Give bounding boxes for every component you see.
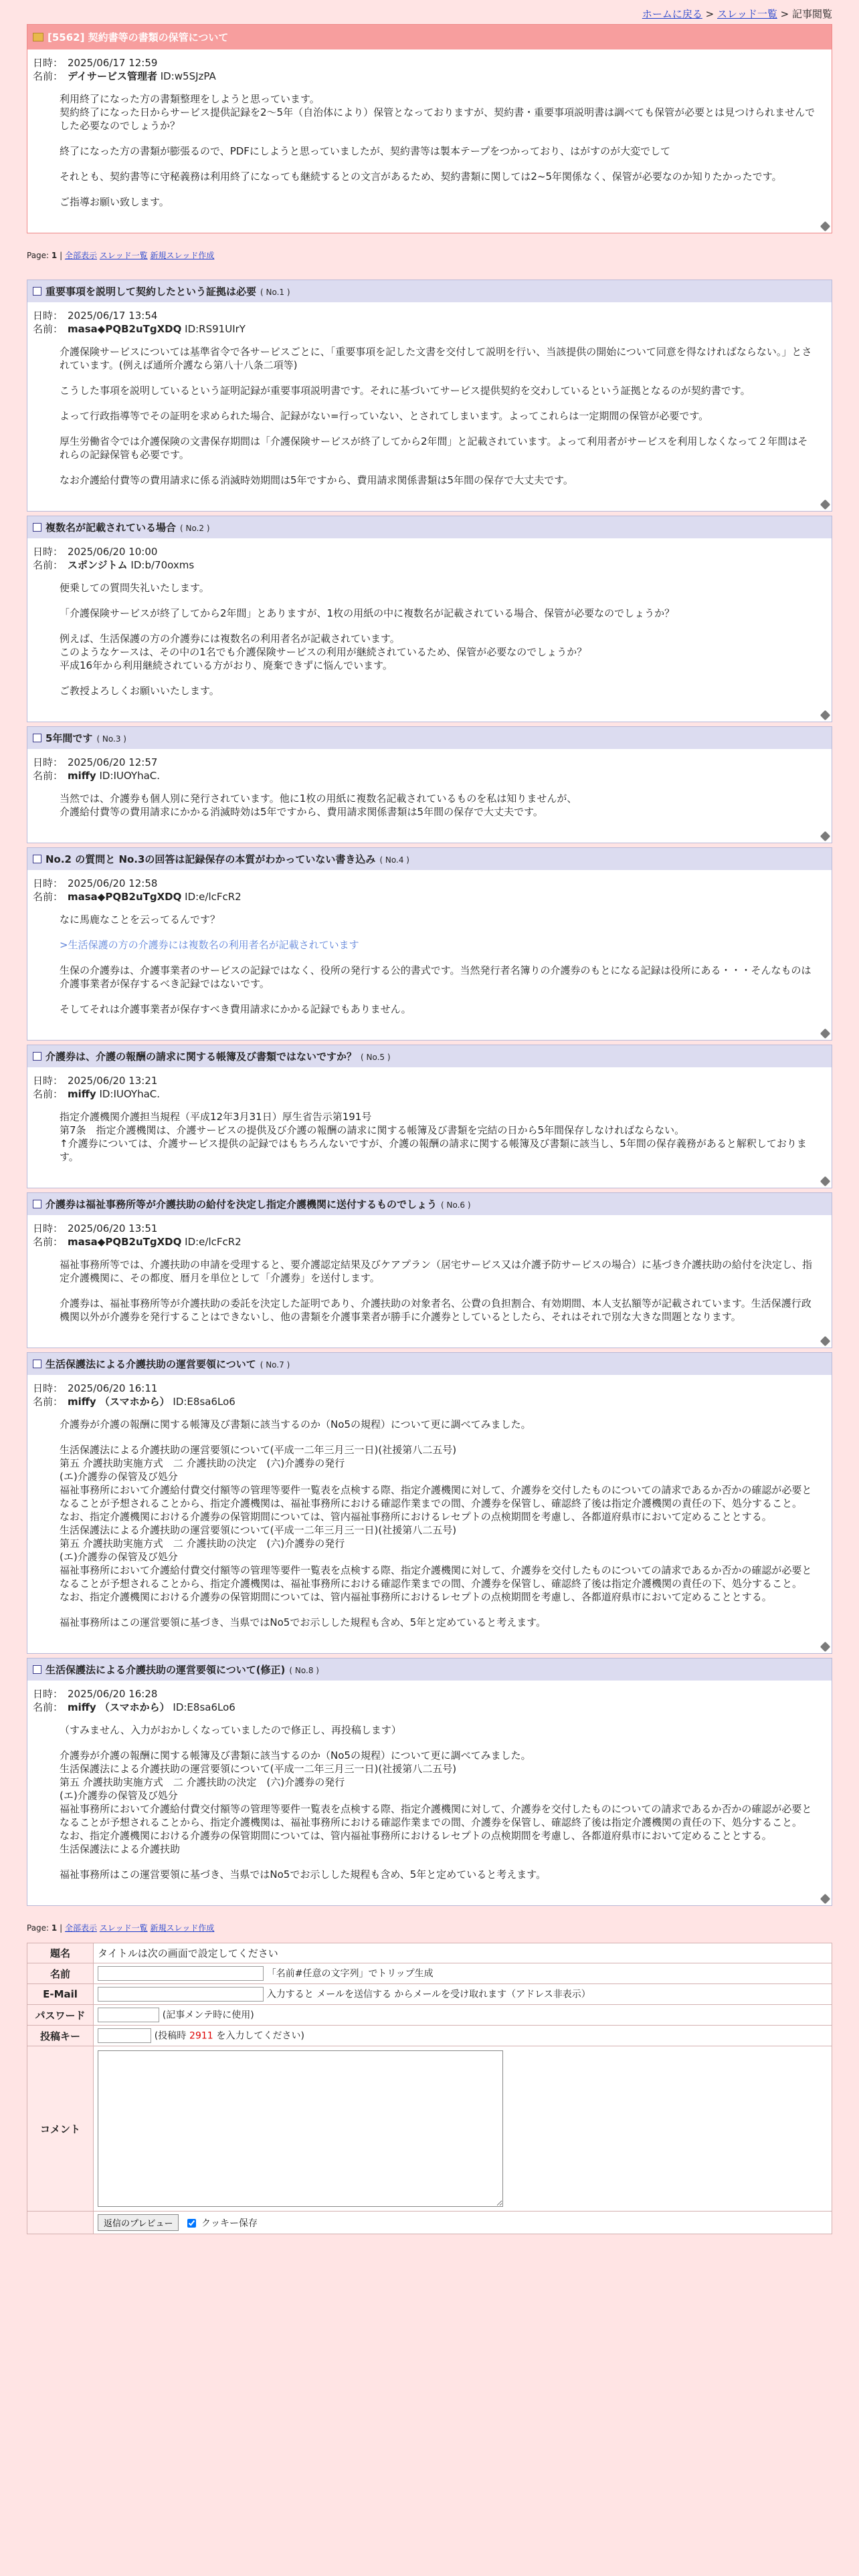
post-paragraph: ご指導お願い致します。: [60, 196, 169, 208]
reply-title-bar: [27, 516, 832, 538]
reply-paragraph: 福祉事務所はこの運営要領に基づき、当県ではNo5でお示しした規程も含め、5年と定めていると考えます。: [60, 1868, 547, 1881]
edit-reply-button[interactable]: [27, 1028, 832, 1040]
reply-id: ID:IUOYhaC.: [99, 770, 161, 782]
reply-paragraph: 例えば、生活保護の方の介護券には複数名の利用者名が記載されています。 このようなケースは、その中の1名でも介護保険サービスの利用が継続されているため、保管が必要なのでしょうか？ 平成16年から利用継続されている方がおり、廃棄できずに悩んでいます。: [60, 633, 587, 671]
reply-title-bar: [27, 1658, 832, 1681]
reply-list: [27, 280, 832, 1906]
reply-date: 2025/06/20 12:57: [68, 756, 158, 768]
reply-number: ( No.1 ): [260, 288, 290, 297]
reply-number: ( No.6 ): [441, 1200, 471, 1210]
post-key-label: 投稿キー: [27, 2026, 94, 2046]
reply-paragraph: よって行政指導等でその証明を求められた場合、記録がない=行っていない、とされてしまいます。よってこれらは一定期間の保管が必要です。: [60, 410, 709, 422]
reply-paragraph: 便乗しての質問失礼いたします。: [60, 582, 209, 594]
pencil-icon: [820, 1894, 831, 1905]
reply-meta: [27, 1067, 832, 1101]
name-label: 名前：: [33, 1088, 64, 1100]
reply-paragraph: 介護券は、福祉事務所等が介護扶助の委託を決定した証明であり、介護扶助の対象者名、公費の負担割合、有効期間、本人支払額等が記載されています。生活保護行政機関以外が介護券を発行することはできないし、他の書類を介護事業者が勝手に介護券としているとしたら、それはそれで別な大きな問題となります。: [60, 1297, 812, 1323]
edit-reply-button[interactable]: [27, 1335, 832, 1348]
reply-meta: [27, 749, 832, 782]
password-input[interactable]: [98, 2008, 159, 2022]
post-key-input[interactable]: [98, 2028, 151, 2043]
reply-post: [27, 847, 832, 1041]
reply-title: 重要事項を説明して契約したという証拠は必要: [45, 286, 257, 298]
password-label: パスワード: [27, 2005, 94, 2026]
reply-meta: [27, 1215, 832, 1249]
title-note: タイトルは次の画面で設定してください: [94, 1943, 832, 1963]
reply-number: ( No.4 ): [379, 855, 409, 865]
reply-paragraph: 介護券が介護の報酬に関する帳簿及び書類に該当するのか（No5の規程）について更に調べてみました。 生活保護法による介護扶助の運営要領について(平成一二年三月三一日)(社援第八二五号) 第五 介護扶助実施方式 二 介護扶助の決定 (六)介護券の発行 (エ)介護券の保管及び処分 福祉事務所において介護給付費交付額等の管理等要件一覧表を点検する際、指定介護機関に対して、介護券を交付したものについての請求であるか否かの確認が必要となることが予想されることから、指定介護機関は、福祉事務所における確認作業までの間、介護券を保管し、確認終了後は指定介護機関の責任の下、処分すること。 なお、指定介護機関における介護券の保管期間については、管内福祉事務所におけるレセプトの点検期間を考慮し、各都道府県市において定めることとする。 生活保護法による介護扶助: [60, 1749, 812, 1855]
reply-icon: [33, 1200, 41, 1208]
reply-paragraph: なお介護給付費等の費用請求に係る消滅時効期間は5年ですから、費用請求関係書類は5年間の保存で大丈夫です。: [60, 474, 573, 486]
reply-number: ( No.2 ): [180, 524, 210, 533]
name-label: 名前: [27, 1963, 94, 1984]
post-date: 2025/06/17 12:59: [68, 57, 158, 69]
comment-label: コメント: [27, 2046, 94, 2212]
nav-separator: >: [780, 8, 789, 20]
name-label: 名前：: [33, 323, 64, 335]
edit-reply-button[interactable]: [27, 831, 832, 843]
name-label: 名前：: [33, 559, 64, 571]
reply-date: 2025/06/20 16:28: [68, 1688, 158, 1700]
reply-body: [27, 1408, 832, 1629]
post-id: ID:w5SJzPA: [160, 70, 216, 82]
reply-author: miffy （スマホから）: [68, 1396, 170, 1408]
date-label: 日時：: [33, 756, 64, 768]
reply-paragraph: 当然では、介護券も個人別に発行されています。他に1枚の用紙に複数名記載されているものを私は知りませんが、 介護給付費等の費用請求にかかる消滅時効は5年ですから、費用請求関係書類は5年間の保存で大丈夫です。: [60, 792, 577, 818]
pencil-icon: [820, 1029, 831, 1039]
reply-paragraph: （すみません、入力がおかしくなっていましたので修正し、再投稿します）: [60, 1724, 401, 1736]
pencil-icon: [820, 1642, 831, 1652]
name-label: 名前：: [33, 70, 64, 82]
pencil-icon: [820, 500, 831, 510]
reply-number: ( No.8 ): [289, 1666, 319, 1675]
reply-icon: [33, 1665, 41, 1674]
post-key-hint-pre: (投稿時: [154, 2030, 187, 2042]
pencil-icon: [820, 710, 831, 721]
reply-meta: [27, 870, 832, 903]
reply-post: [27, 726, 832, 843]
reply-author: masa◆PQB2uTgXDQ: [68, 323, 182, 335]
reply-body: [27, 1249, 832, 1323]
reply-title-bar: [27, 727, 832, 749]
reply-title: 介護券は、介護の報酬の請求に関する帳簿及び書類ではないですか？: [45, 1051, 357, 1063]
title-label: 題名: [27, 1943, 94, 1963]
pencil-icon: [820, 221, 831, 232]
thread-list-link[interactable]: スレッド一覧: [717, 8, 777, 20]
edit-post-button[interactable]: [27, 221, 832, 233]
reply-meta: [27, 1375, 832, 1408]
home-link[interactable]: ホームに戻る: [642, 8, 702, 20]
show-all-link[interactable]: 全部表示: [64, 251, 97, 260]
password-hint: (記事メンテ時に使用): [162, 2010, 254, 2021]
reply-post: [27, 280, 832, 512]
edit-reply-button[interactable]: [27, 1893, 832, 1905]
reply-title-bar: [27, 848, 832, 870]
reply-id: ID:e/lcFcR2: [185, 1236, 242, 1248]
reply-body: [27, 782, 832, 819]
thread-title-bar: [27, 25, 832, 49]
post-paragraph: 利用終了になった方の書類整理をしようと思っています。 契約終了になった日からサービス提供記録を2～5年（自治体により）保管となっておりますが、契約書・重要事項説明書は調べても保管が必要とは見つけられませんでした必要なのでしょうか？: [60, 93, 816, 132]
reply-id: ID:b/70oxms: [130, 559, 195, 571]
reply-paragraph: >生活保護の方の介護券には複数名の利用者名が記載されています: [60, 939, 359, 951]
thread-list-link[interactable]: スレッド一覧: [99, 1923, 148, 1933]
email-input[interactable]: [98, 1987, 264, 2002]
name-hint: 「名前#任意の文字列」でトリップ生成: [266, 1968, 434, 1979]
name-label: 名前：: [33, 770, 64, 782]
reply-post: [27, 516, 832, 722]
reply-body: [27, 1714, 832, 1881]
reply-title: 介護券は福祉事務所等が介護扶助の給付を決定し指定介護機関に送付するものでしょう: [45, 1198, 438, 1210]
current-page: 1: [51, 1923, 58, 1933]
post-author: デイサービス管理者: [68, 70, 157, 82]
date-label: 日時：: [33, 1382, 64, 1394]
name-label: 名前：: [33, 891, 64, 903]
name-label: 名前：: [33, 1396, 64, 1408]
reply-author: miffy （スマホから）: [68, 1701, 170, 1713]
pencil-icon: [820, 831, 831, 842]
edit-reply-button[interactable]: [27, 710, 832, 722]
cookie-checkbox[interactable]: [187, 2219, 196, 2228]
date-label: 日時：: [33, 1222, 64, 1235]
reply-date: 2025/06/20 10:00: [68, 546, 158, 558]
name-input[interactable]: [98, 1966, 264, 1981]
reply-id: ID:E8sa6Lo6: [173, 1701, 235, 1713]
preview-button[interactable]: 返信のプレビュー: [98, 2214, 179, 2231]
pager-top: Page: 1 | 全部表示 スレッド一覧 新規スレッド作成: [27, 251, 215, 260]
reply-paragraph: 福祉事務所はこの運営要領に基づき、当県ではNo5でお示しした規程も含め、5年と定めていると考えます。: [60, 1616, 547, 1628]
pencil-icon: [820, 1176, 831, 1187]
reply-form: [27, 1943, 832, 2234]
reply-title: 複数名が記載されている場合: [45, 522, 177, 534]
page-label: Page:: [27, 251, 50, 260]
reply-meta: [27, 1681, 832, 1714]
current-page: 1: [51, 251, 58, 260]
reply-author: masa◆PQB2uTgXDQ: [68, 891, 182, 903]
reply-id: ID:E8sa6Lo6: [173, 1396, 235, 1408]
reply-author: スポンジトム: [68, 559, 128, 571]
date-label: 日時：: [33, 546, 64, 558]
new-thread-link[interactable]: 新規スレッド作成: [150, 251, 215, 260]
reply-id: ID:IUOYhaC.: [99, 1088, 161, 1100]
original-post: [27, 24, 832, 233]
date-label: 日時：: [33, 310, 64, 322]
top-navigation: [0, 0, 859, 21]
reply-paragraph: 福祉事務所等では、介護扶助の申請を受理すると、要介護認定結果及びケアプラン（居宅サービス又は介護予防サービスの場合）に基づき介護扶助の給付を決定し、指定介護機関に、その都度、暦月を単位として「介護券」を送付します。: [60, 1259, 813, 1284]
reply-paragraph: 介護券が介護の報酬に関する帳簿及び書類に該当するのか（No5の規程）について更に調べてみました。: [60, 1418, 531, 1430]
reply-meta: [27, 538, 832, 572]
thread-container: [27, 24, 832, 2234]
reply-paragraph: こうした事項を説明しているという証明記録が重要事項説明書です。それに基づいてサービス提供契約を交わしているという証拠となるのが契約書です。: [60, 385, 751, 397]
reply-body: [27, 1101, 832, 1164]
reply-icon: [33, 1360, 41, 1368]
name-label: 名前：: [33, 1701, 64, 1713]
reply-date: 2025/06/17 13:54: [68, 310, 158, 322]
reply-title: No.2 の質問と No.3の回答は記録保存の本質がわかっていない書き込み: [45, 853, 376, 865]
reply-author: miffy: [68, 1088, 96, 1100]
reply-title-bar: [27, 1045, 832, 1067]
reply-paragraph: 生活保護法による介護扶助の運営要領について(平成一二年三月三一日)(社援第八二五号) 第五 介護扶助実施方式 二 介護扶助の決定 (六)介護券の発行 (エ)介護券の保管及び処分 福祉事務所において介護給付費交付額等の管理等要件一覧表を点検する際、指定介護機関に対して、介護券を交付したものについての請求であるか否かの確認が必要となることが予想されることから、指定介護機関は、福祉事務所における確認作業までの間、介護券を保管し、確認終了後は指定介護機関の責任の下、処分すること。 なお、指定介護機関における介護券の保管期間については、管内福祉事務所におけるレセプトの点検期間を考慮し、各都道府県市において定めることとする。 生活保護法による介護扶助の運営要領について(平成一二年三月三一日)(社援第八二五号) 第五 介護扶助実施方式 二 介護扶助の決定 (六)介護券の発行 (エ)介護券の保管及び処分 福祉事務所において介護給付費交付額等の管理等要件一覧表を点検する際、指定介護機関に対して、介護券を交付したものについての請求であるか否かの確認が必要となることが予想されることから、指定介護機関は、福祉事務所における確認作業までの間、介護券を保管し、確認終了後は指定介護機関の責任の下、処分すること。 なお、指定介護機関における介護券の保管期間については、管内福祉事務所におけるレセプトの点検期間を考慮し、各都道府県市において定めることとする。: [60, 1444, 812, 1603]
nav-separator: >: [705, 8, 714, 20]
reply-post: [27, 1352, 832, 1654]
thread-title: [5562] 契約書等の書類の保管について: [47, 31, 229, 43]
reply-date: 2025/06/20 16:11: [68, 1382, 158, 1394]
reply-title: 5年間です: [45, 732, 93, 744]
reply-icon: [33, 855, 41, 863]
reply-paragraph: なに馬鹿なことを云ってるんです？: [60, 914, 221, 926]
reply-meta: [27, 302, 832, 336]
date-label: 日時：: [33, 57, 64, 69]
reply-author: masa◆PQB2uTgXDQ: [68, 1236, 182, 1248]
reply-icon: [33, 523, 41, 532]
reply-title-bar: [27, 280, 832, 302]
reply-paragraph: そしてそれは介護事業者が保存すべき費用請求にかかる記録でもありません。: [60, 1003, 411, 1015]
page-label: Page:: [27, 1923, 50, 1933]
reply-id: ID:e/lcFcR2: [185, 891, 242, 903]
date-label: 日時：: [33, 1688, 64, 1700]
email-label: E-Mail: [27, 1984, 94, 2005]
email-hint: 入力すると メールを送信する からメールを受け取れます（アドレス非表示）: [266, 1989, 591, 2000]
reply-title-bar: [27, 1353, 832, 1375]
reply-author: miffy: [68, 770, 96, 782]
reply-paragraph: ご教授よろしくお願いいたします。: [60, 685, 219, 697]
reply-post: [27, 1192, 832, 1348]
reply-paragraph: 介護保険サービスについては基準省令で各サービスごとに、「重要事項を記した文書を交付して説明を行い、当該提供の開始について同意を得なければならない。」とされています。(例えば通所介護なら第八十八条二項等): [60, 346, 812, 371]
reply-body: [27, 572, 832, 697]
reply-date: 2025/06/20 12:58: [68, 877, 158, 889]
reply-paragraph: 「介護保険サービスが終了してから2年間」とありますが、1枚の用紙の中に複数名が記載されている場合、保管が必要なのでしょうか？: [60, 607, 675, 619]
show-all-link[interactable]: 全部表示: [64, 1923, 97, 1933]
reply-title-bar: [27, 1193, 832, 1215]
reply-post: [27, 1045, 832, 1188]
reply-icon: [33, 734, 41, 742]
reply-icon: [33, 287, 41, 296]
reply-title: 生活保護法による介護扶助の運営要領について(修正): [45, 1664, 286, 1676]
reply-date: 2025/06/20 13:51: [68, 1222, 158, 1235]
new-thread-link[interactable]: 新規スレッド作成: [150, 1923, 215, 1933]
pager-bottom: Page: 1 | 全部表示 スレッド一覧 新規スレッド作成: [27, 1923, 215, 1933]
post-key-value: 2911: [189, 2030, 213, 2042]
date-label: 日時：: [33, 1075, 64, 1087]
edit-reply-button[interactable]: [27, 1641, 832, 1653]
pencil-icon: [820, 1336, 831, 1347]
breadcrumb-current: 記事閲覧: [791, 8, 832, 20]
post-paragraph: それとも、契約書等に守秘義務は利用終了になっても継続するとの文言があるため、契約書類に関しては2~5年関係なく、保管が必要なのか知りたかったです。: [60, 171, 782, 183]
reply-body: [27, 336, 832, 487]
edit-reply-button[interactable]: [27, 1176, 832, 1188]
reply-paragraph: 厚生労働省令では介護保険の文書保存期間は「介護保険サービスが終了してから2年間」と記載されています。よって利用者がサービスを利用しなくなって２年間はそれらの記録保管も必要です。: [60, 435, 808, 461]
post-paragraph: 終了になった方の書類が膨張るので、PDFにしようと思っていましたが、契約書等は製本テープをつかっており、はがすのが大変でして: [60, 145, 671, 157]
post-body: [27, 83, 832, 209]
edit-reply-button[interactable]: [27, 499, 832, 511]
reply-paragraph: 生保の介護券は、介護事業者のサービスの記録ではなく、役所の発行する公的書式です。当然発行者名簿りの介護券のもとになる記録は役所にある・・・そんなものは介護事業者が保存するべき記録ではないです。: [60, 964, 812, 990]
reply-number: ( No.5 ): [361, 1053, 391, 1062]
reply-body: [27, 903, 832, 1016]
folder-icon: [33, 33, 43, 41]
reply-title: 生活保護法による介護扶助の運営要領について: [45, 1358, 256, 1370]
comment-textarea[interactable]: [98, 2050, 503, 2207]
post-key-hint-post: を入力してください): [216, 2030, 304, 2042]
reply-paragraph: 指定介護機関介護担当規程（平成12年3月31日）厚生省告示第191号 第7条 指定介護機関は、介護サービスの提供及び介護の報酬の請求に関する帳簿及び書類を完結の日から5年間保存しなければならない。 ↑介護券については、介護サービス提供の記録ではもちろんないですが、介護の報酬の請求に関する帳簿及び書類に該当し、5年間の保存義務があると解釈しております。: [60, 1111, 807, 1163]
post-meta: [27, 49, 832, 83]
name-label: 名前：: [33, 1236, 64, 1248]
thread-list-link[interactable]: スレッド一覧: [99, 251, 148, 260]
reply-icon: [33, 1052, 41, 1061]
reply-post: [27, 1658, 832, 1906]
date-label: 日時：: [33, 877, 64, 889]
cookie-label: クッキー保存: [201, 2218, 258, 2229]
reply-number: ( No.3 ): [96, 734, 126, 744]
reply-date: 2025/06/20 13:21: [68, 1075, 158, 1087]
reply-number: ( No.7 ): [260, 1360, 290, 1370]
reply-id: ID:RS91UIrY: [185, 323, 246, 335]
